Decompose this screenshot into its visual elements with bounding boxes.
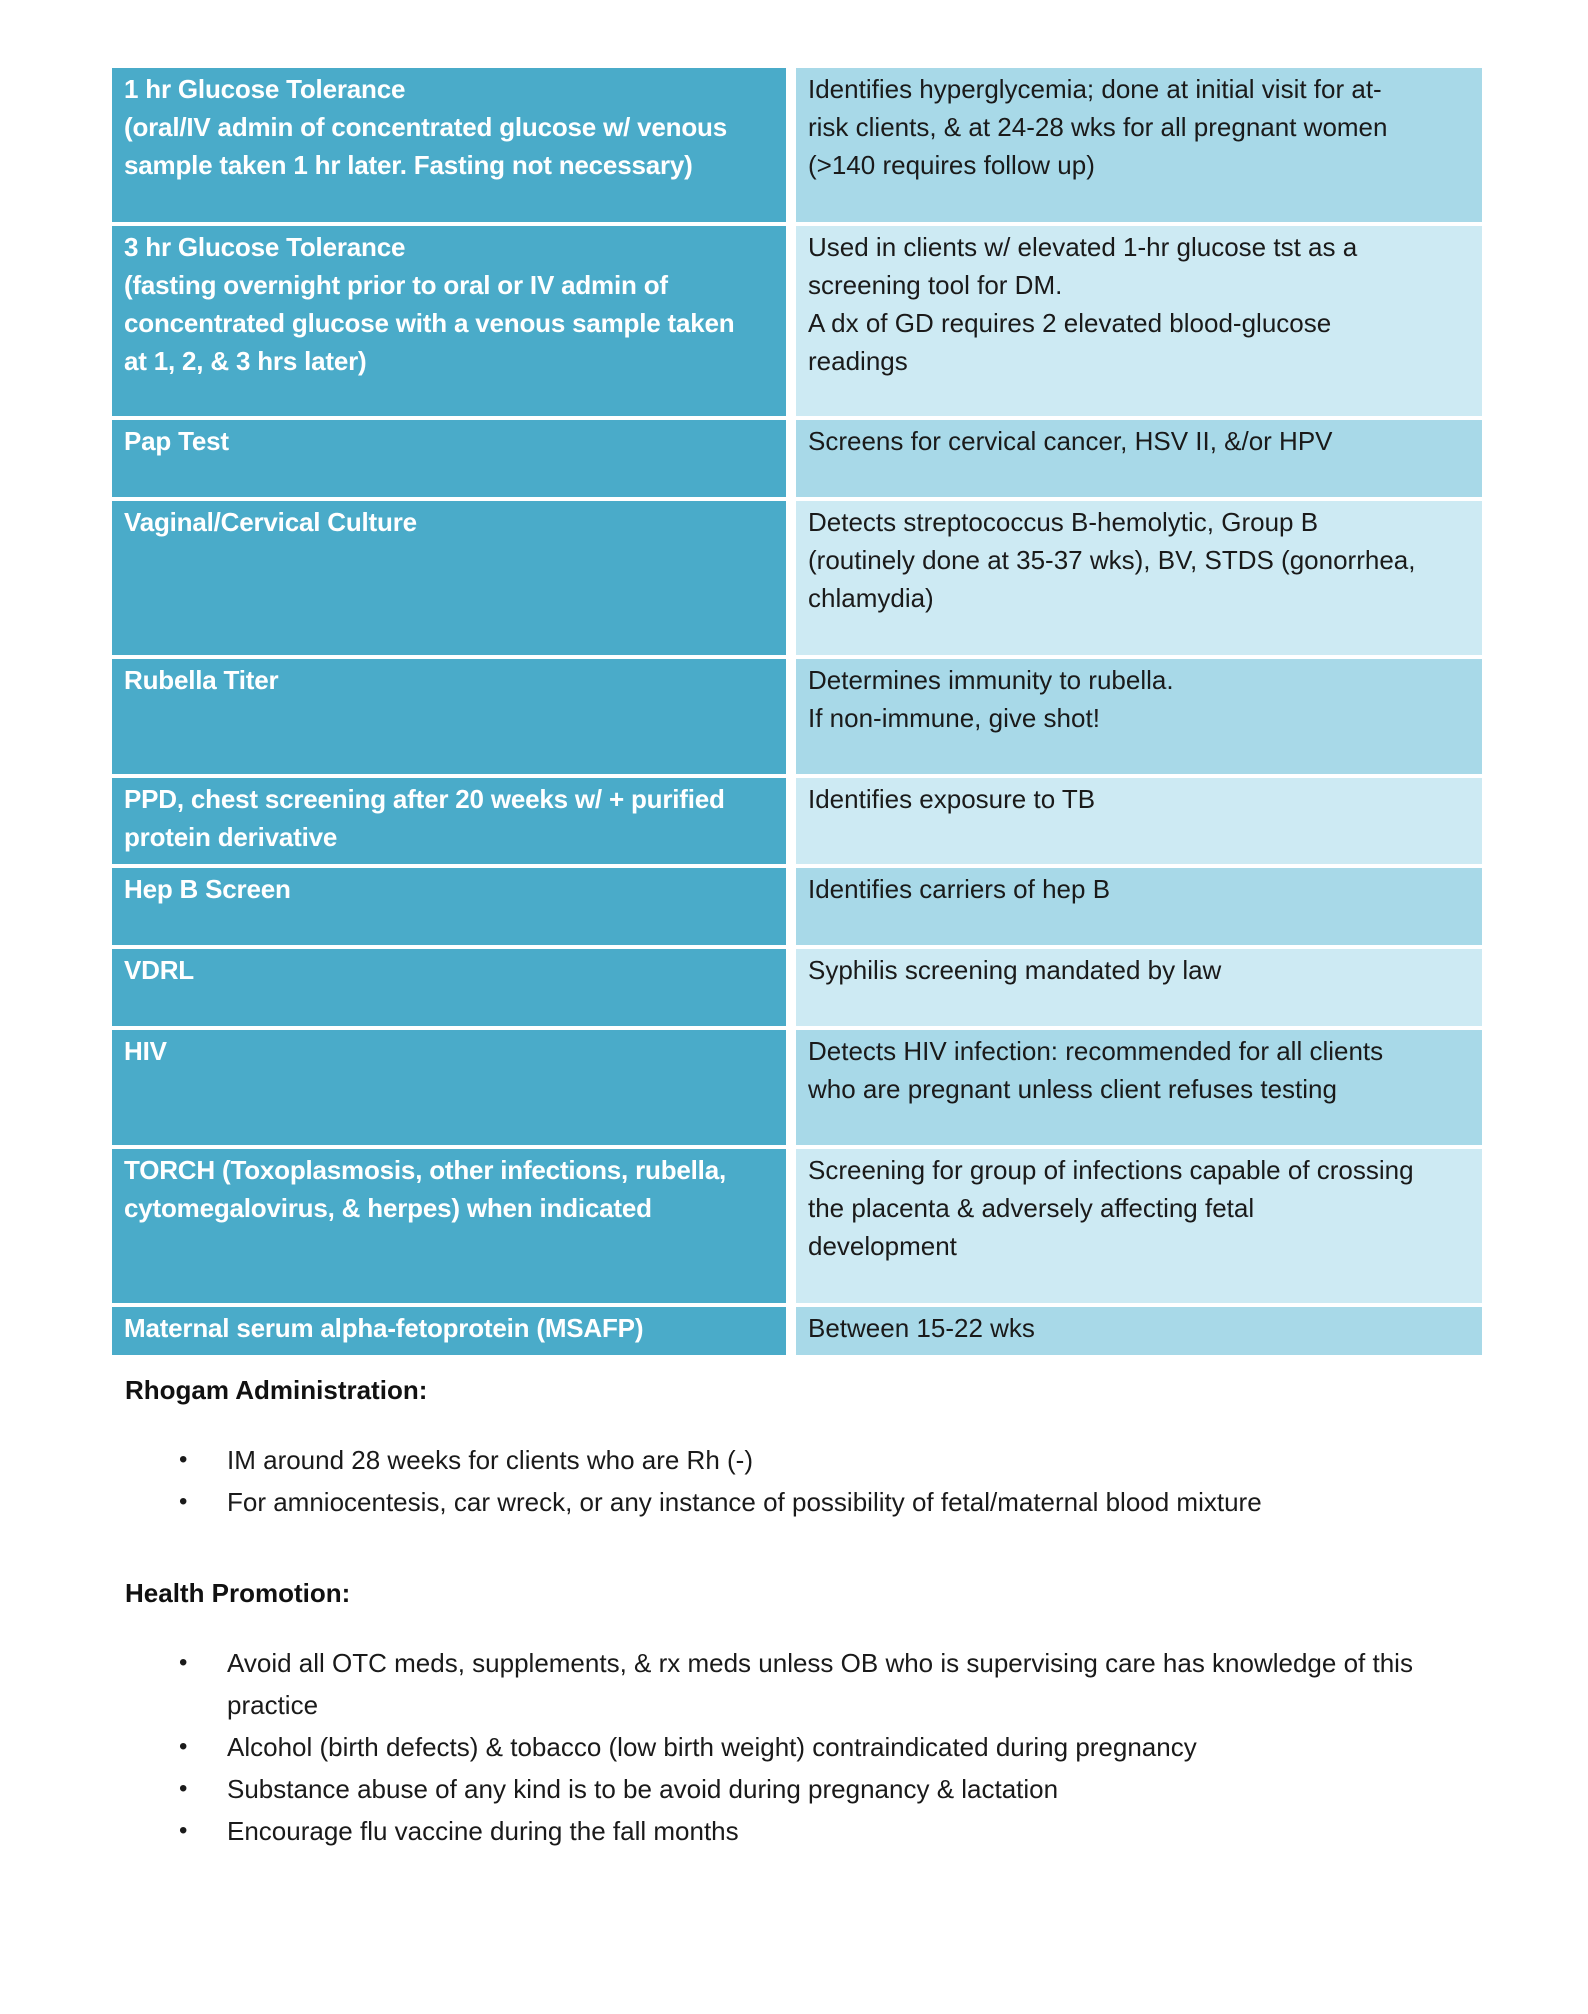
list-item <box>125 1810 1415 1852</box>
test-description-line: Syphilis screening mandated by law <box>808 955 1222 985</box>
test-description-cell <box>796 1030 1482 1145</box>
test-name-line: Hep B Screen <box>124 874 291 904</box>
test-name-line: TORCH (Toxoplasmosis, other infections, rubella, <box>124 1155 726 1185</box>
bullet-icon: • <box>179 1446 188 1473</box>
list-item-text: Alcohol (birth defects) & tobacco (low birth weight) contraindicated during pregnancy <box>227 1732 1197 1762</box>
test-description-cell <box>796 501 1482 655</box>
test-description-cell <box>796 868 1482 945</box>
test-name-cell <box>112 1149 786 1303</box>
list-item <box>125 1439 1415 1481</box>
test-description-line: screening tool for DM. <box>808 270 1063 300</box>
table-row <box>112 949 1482 1030</box>
column-gap <box>786 659 796 774</box>
test-name-line: at 1, 2, & 3 hrs later) <box>124 346 367 376</box>
test-description-line: Identifies exposure to TB <box>808 784 1096 814</box>
test-name-cell <box>112 1030 786 1145</box>
test-description-cell <box>796 1307 1482 1355</box>
table-row <box>112 501 1482 659</box>
table-row <box>112 226 1482 420</box>
test-name-line: Rubella Titer <box>124 665 279 695</box>
test-description-cell <box>796 420 1482 497</box>
bullet-icon: • <box>179 1775 188 1802</box>
test-name-line: 3 hr Glucose Tolerance <box>124 232 406 262</box>
test-name-line: VDRL <box>124 955 194 985</box>
test-description-cell <box>796 1149 1482 1303</box>
table-row <box>112 420 1482 501</box>
test-name-line: sample taken 1 hr later. Fasting not necessary) <box>124 150 693 180</box>
list-item <box>125 1481 1415 1523</box>
test-description-cell <box>796 659 1482 774</box>
test-description-line: chlamydia) <box>808 583 934 613</box>
test-description-line: Screens for cervical cancer, HSV II, &/or HPV <box>808 426 1333 456</box>
test-name-line: cytomegalovirus, & herpes) when indicated <box>124 1193 652 1223</box>
test-name-line: Maternal serum alpha-fetoprotein (MSAFP) <box>124 1313 644 1343</box>
test-description-cell <box>796 949 1482 1026</box>
test-name-line: Vaginal/Cervical Culture <box>124 507 417 537</box>
test-description-cell <box>796 778 1482 864</box>
list-item-text: Encourage flu vaccine during the fall months <box>227 1816 739 1846</box>
column-gap <box>786 1149 796 1303</box>
table-row <box>112 659 1482 778</box>
column-gap <box>786 778 796 864</box>
test-name-cell <box>112 949 786 1026</box>
column-gap <box>786 68 796 222</box>
test-name-cell <box>112 68 786 222</box>
test-description-line: A dx of GD requires 2 elevated blood-glucose <box>808 308 1332 338</box>
list-item-text: IM around 28 weeks for clients who are Rh (-) <box>227 1445 753 1475</box>
test-description-line: the placenta & adversely affecting fetal <box>808 1193 1255 1223</box>
test-name-line: 1 hr Glucose Tolerance <box>124 74 406 104</box>
table-row <box>112 1030 1482 1149</box>
column-gap <box>786 1307 796 1355</box>
table-row <box>112 68 1482 226</box>
test-description-line: (>140 requires follow up) <box>808 150 1095 180</box>
column-gap <box>786 226 796 416</box>
rhogam-heading: Rhogam Administration: <box>125 1375 428 1405</box>
list-item <box>125 1768 1415 1810</box>
column-gap <box>786 949 796 1026</box>
test-description-cell <box>796 68 1482 222</box>
test-name-cell <box>112 226 786 416</box>
bullet-icon: • <box>179 1649 188 1676</box>
test-description-line: Detects HIV infection: recommended for all clients <box>808 1036 1384 1066</box>
health-promotion-list <box>125 1642 1415 1852</box>
column-gap <box>786 501 796 655</box>
bullet-icon: • <box>179 1733 188 1760</box>
list-item <box>125 1726 1415 1768</box>
rhogam-list <box>125 1439 1415 1523</box>
test-name-line: (oral/IV admin of concentrated glucose w/ venous <box>124 112 727 142</box>
test-description-line: development <box>808 1231 957 1261</box>
prenatal-tests-table <box>112 68 1482 1355</box>
test-name-cell <box>112 868 786 945</box>
test-name-line: (fasting overnight prior to oral or IV admin of <box>124 270 668 300</box>
table-row <box>112 1149 1482 1307</box>
test-name-line: Pap Test <box>124 426 229 456</box>
test-description-line: (routinely done at 35-37 wks), BV, STDS (gonorrhea, <box>808 545 1416 575</box>
test-name-line: PPD, chest screening after 20 weeks w/ + purified <box>124 784 725 814</box>
test-description-line: who are pregnant unless client refuses testing <box>808 1074 1337 1104</box>
table-row <box>112 868 1482 949</box>
bullet-icon: • <box>179 1817 188 1844</box>
test-name-line: protein derivative <box>124 822 338 852</box>
column-gap <box>786 420 796 497</box>
health-promotion-heading: Health Promotion: <box>125 1578 351 1608</box>
test-name-cell <box>112 501 786 655</box>
column-gap <box>786 1030 796 1145</box>
table-row <box>112 778 1482 868</box>
test-description-line: risk clients, & at 24-28 wks for all pregnant women <box>808 112 1388 142</box>
test-name-line: HIV <box>124 1036 167 1066</box>
test-description-cell <box>796 226 1482 416</box>
test-name-line: concentrated glucose with a venous sample taken <box>124 308 735 338</box>
test-description-line: Identifies carriers of hep B <box>808 874 1111 904</box>
bullet-icon: • <box>179 1488 188 1515</box>
test-description-line: Between 15-22 wks <box>808 1313 1035 1343</box>
column-gap <box>786 868 796 945</box>
list-item-text: Substance abuse of any kind is to be avoid during pregnancy & lactation <box>227 1774 1059 1804</box>
test-name-cell <box>112 778 786 864</box>
test-name-cell <box>112 659 786 774</box>
test-description-line: Used in clients w/ elevated 1-hr glucose tst as a <box>808 232 1358 262</box>
table-row <box>112 1307 1482 1355</box>
test-description-line: Determines immunity to rubella. <box>808 665 1174 695</box>
test-description-line: readings <box>808 346 908 376</box>
list-item <box>125 1642 1415 1726</box>
test-name-cell <box>112 1307 786 1355</box>
test-description-line: Screening for group of infections capable of crossing <box>808 1155 1414 1185</box>
list-item-text: For amniocentesis, car wreck, or any instance of possibility of fetal/maternal blood mixture <box>227 1487 1262 1517</box>
test-description-line: Identifies hyperglycemia; done at initial visit for at- <box>808 74 1382 104</box>
test-name-cell <box>112 420 786 497</box>
test-description-line: Detects streptococcus B-hemolytic, Group B <box>808 507 1319 537</box>
test-description-line: If non-immune, give shot! <box>808 703 1100 733</box>
list-item-text: Avoid all OTC meds, supplements, & rx meds unless OB who is supervising care has knowledge of this practice <box>227 1648 1413 1720</box>
